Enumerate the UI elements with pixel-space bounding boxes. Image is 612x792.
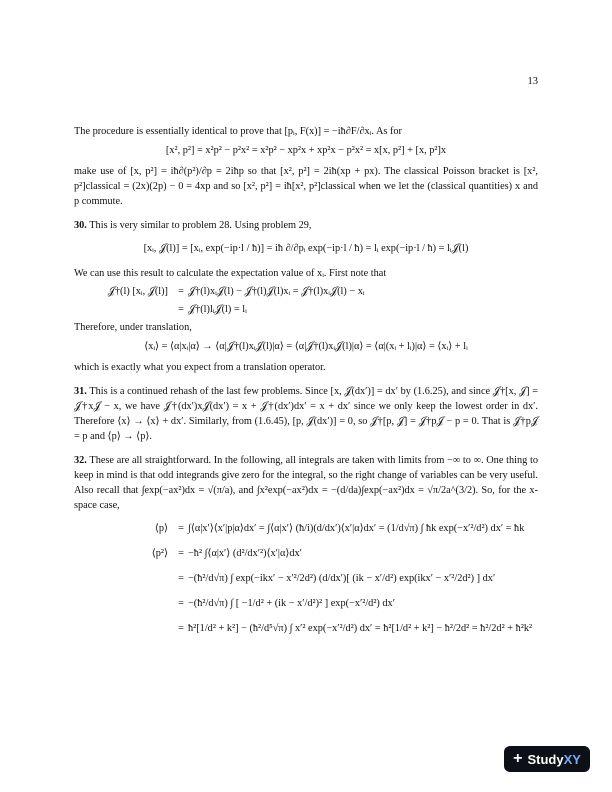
- paragraph-30-therefore: Therefore, under translation,: [74, 322, 192, 333]
- equals-sign: =: [178, 623, 184, 634]
- problem-31-number: 31.: [74, 386, 87, 397]
- equation-30c-row2: [74, 302, 538, 317]
- brand-xy: XY: [563, 751, 581, 767]
- page-content: [74, 124, 538, 646]
- problem-32: [74, 453, 538, 513]
- equation-commutator: [x², p²] = x²p² − p²x² = x²p² − xp²x + xp²x − p²x² = x[x, p²] + [x, p²]x: [165, 145, 447, 156]
- equals-sign: =: [178, 573, 184, 584]
- equation-32-row5: [74, 621, 538, 636]
- problem-31: [74, 384, 538, 444]
- problem-32-text: These are all straightforward. In the following, all integrals are taken with limits from −∞ to ∞. One thing to keep in mind is that odd integrands give zero for the integral, so the right change of variables can be very useful. Also recall that ∫exp(−ax²)dx = √(π/a), and ∫x²exp(−ax²)dx = −(d/da)∫exp(−ax²)dx = √π/2a^(3/2). So, for the x-space case,: [74, 455, 538, 511]
- problem-30-number: 30.: [74, 220, 87, 231]
- brand-study: Study: [527, 751, 564, 767]
- equation-32-row1: [74, 521, 538, 536]
- equation-32-lhs-p: ⟨p⟩: [154, 523, 168, 534]
- equation-32-lhs-p2: ⟨p²⟩: [151, 548, 168, 559]
- problem-30-text: This is very similar to problem 28. Using problem 29,: [89, 220, 312, 231]
- equals-sign: =: [178, 523, 184, 534]
- equation-32-rhs1: ∫⟨α|x′⟩⟨x′|p|α⟩dx′ = ∫⟨α|x′⟩ (ħ/i)(d/dx′)⟨x′|α⟩dx′ = (1/d√π) ∫ ħk exp(−x′²/d²) dx′ = ħk: [188, 523, 525, 534]
- equation-32-rhs3: −(ħ²/d√π) ∫ exp(−ikx′ − x′²/2d²) (d/dx′)[ (ik − x′/d²) exp(ikx′ − x′²/2d²) ] dx′: [188, 573, 496, 584]
- paragraph-poisson: make use of [x, p²] = iħ∂(p²)/∂p = 2iħp so that [x², p²] = 2iħ(xp + px). The classical Poisson bracket is [x², p²]classical = (2x)(2p) − 0 = 4xp and so [x², p²] = iħ[x², p²]classical when we let the (classical quantities) x and p commute.: [74, 166, 538, 207]
- problem-32-number: 32.: [74, 455, 87, 466]
- paragraph-intro: The procedure is essentially identical to prove that [pᵢ, F(x)] = −iħ∂F/∂xᵢ. As for: [74, 126, 402, 137]
- paragraph-30-expectation: We can use this result to calculate the expectation value of xᵢ. First note that: [74, 268, 387, 279]
- page-number: 13: [527, 76, 538, 87]
- problem-31-text: This is a continued rehash of the last few problems. Since [x, 𝒥(dx′)] = dx′ by (1.6.25), and since 𝒥†[x, 𝒥] = 𝒥†x𝒥 − x, we have 𝒥†(dx′)x𝒥(dx′) = x + 𝒥†(dx′)dx′ = x + dx′ since we only keep the lowest order in dx′. Therefore ⟨x⟩ → ⟨x⟩ + dx′. Similarly, from (1.6.45), [p, 𝒥(dx′)] = 0, so 𝒥†[p, 𝒥] = 𝒥†p𝒥 − p = 0. That is 𝒥†p𝒥 = p and ⟨p⟩ → ⟨p⟩.: [74, 386, 538, 442]
- equation-32-row4: [74, 596, 538, 611]
- equals-sign: =: [178, 304, 184, 315]
- equation-32-rhs4: −(ħ²/d√π) ∫ [ −1/d² + (ik − x′/d²)² ] exp(−x′²/d²) dx′: [188, 598, 395, 609]
- equals-sign: =: [178, 286, 184, 297]
- equation-30e-expectation: ⟨xᵢ⟩ = ⟨α|xᵢ|α⟩ → ⟨α|𝒥†(l)xᵢ𝒥(l)|α⟩ = ⟨α|𝒥†(l)xᵢ𝒥(l)|α⟩ = ⟨α|(xᵢ + lᵢ)|α⟩ = ⟨xᵢ⟩ + lᵢ: [144, 341, 468, 352]
- equation-32-rhs5: ħ²[1/d² + k²] − (ħ²/d⁵√π) ∫ x′² exp(−x′²/d²) dx′ = ħ²[1/d² + k²] − ħ²/2d² = ħ²/2d² + ħ²k²: [188, 623, 533, 634]
- equation-30c-rhs1: 𝒥†(l)xᵢ𝒥(l) − 𝒥†(l)𝒥(l)xᵢ = 𝒥†(l)xᵢ𝒥(l) − xᵢ: [188, 286, 365, 297]
- equation-30c-rhs2: 𝒥†(l)lᵢ𝒥(l) = lᵢ: [188, 304, 247, 315]
- equation-32-rhs2: −ħ² ∫⟨α|x′⟩ (d²/dx′²)⟨x′|α⟩dx′: [188, 548, 302, 559]
- equation-32-row3: [74, 571, 538, 586]
- equals-sign: =: [178, 598, 184, 609]
- problem-30: [74, 218, 538, 233]
- paragraph-30-conclusion: which is exactly what you expect from a translation operator.: [74, 362, 326, 373]
- studyxy-watermark[interactable]: [504, 746, 590, 772]
- equals-sign: =: [178, 548, 184, 559]
- equation-30c-lhs: 𝒥†(l) [xᵢ, 𝒥(l)]: [107, 286, 168, 297]
- equation-32-row2: [74, 546, 538, 561]
- plus-icon: +: [513, 750, 523, 767]
- equation-30-translation: [xᵢ, 𝒥(l)] = [xᵢ, exp(−ip·l / ħ)] = iħ ∂/∂pᵢ exp(−ip·l / ħ) = lᵢ exp(−ip·l / ħ) = lᵢ𝒥(l): [143, 243, 469, 254]
- equation-30c-row1: [74, 284, 538, 299]
